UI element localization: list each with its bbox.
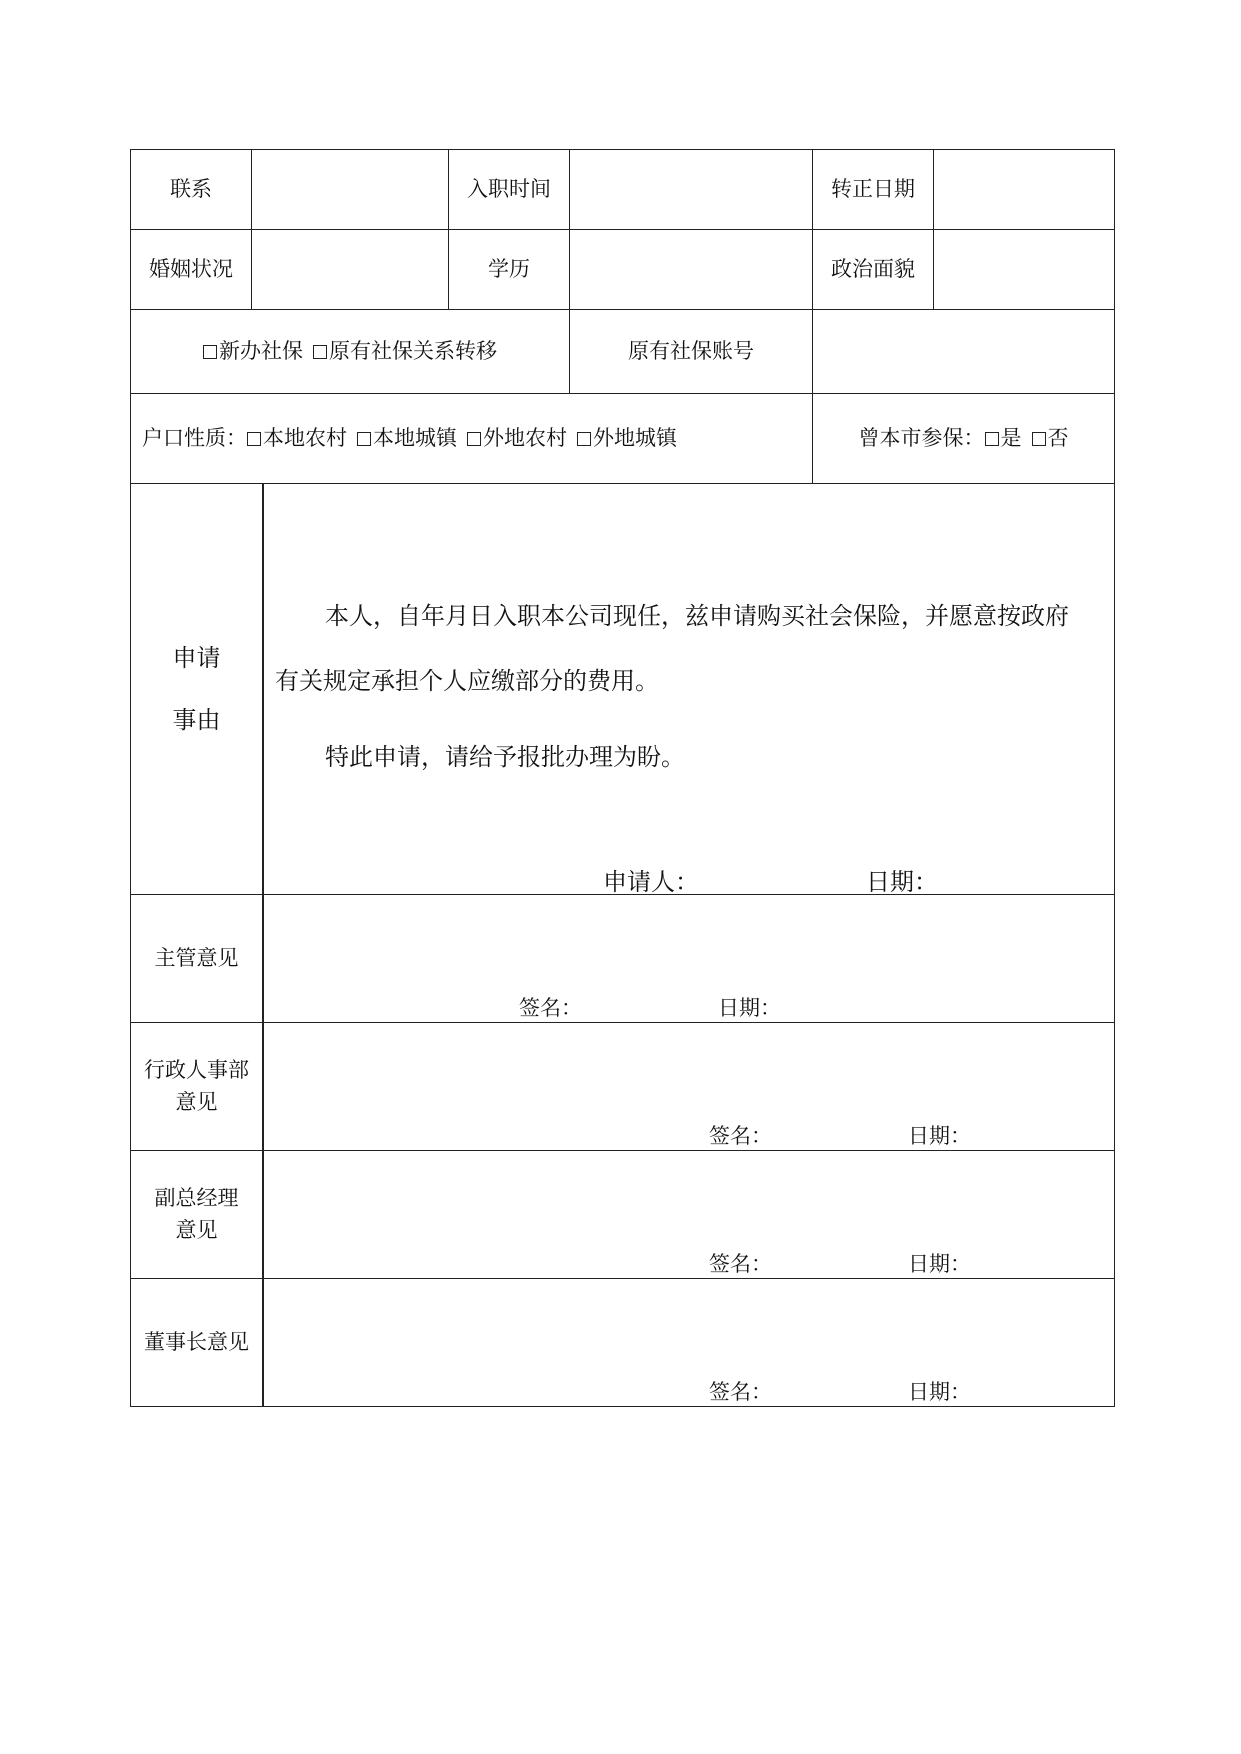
previously-insured-label: 曾本市参保： [858,425,985,450]
supervisor-sign-label: 签名： [519,996,582,1020]
insurance-account-label: 原有社保账号 [628,338,754,363]
marital-status-field[interactable] [252,230,448,309]
chairman-date-label: 日期： [908,1380,971,1404]
previously-insured-row [813,394,1114,483]
political-status-field[interactable] [934,230,1114,309]
row-divider [130,1150,1115,1151]
deputy-gm-sign-label: 签名： [709,1252,772,1276]
reason-paragraph-line-3: 特此申请，请给予报批办理为盼。 [325,743,685,771]
insurance-account-field[interactable] [813,310,1114,393]
new-insurance-option[interactable]: 新办社保 [203,336,303,368]
checkbox-icon[interactable] [203,345,217,359]
deputy-gm-opinion-label: 副总经理 意见 [154,1186,239,1242]
col-divider [262,483,264,1407]
checkbox-icon[interactable] [577,432,591,446]
checkbox-icon[interactable] [467,432,481,446]
reason-paragraph-line-2: 有关规定承担个人应缴部分的费用。 [275,667,659,695]
applicant-signature-label: 申请人： [603,868,699,896]
row-divider [130,1022,1115,1023]
hr-dept-opinion-label: 行政人事部 意见 [144,1058,249,1114]
reason-label: 申请 事由 [172,643,221,734]
political-status-label: 政治面貌 [831,256,915,281]
row-divider [130,483,1115,484]
checkbox-icon[interactable] [313,345,327,359]
insured-option-no[interactable]: 否 [1032,423,1069,455]
applicant-date-label: 日期： [866,868,938,896]
regular-date-field[interactable] [934,150,1114,229]
reason-paragraph-line-1: 本人，自年月日入职本公司现任，兹申请购买社会保险，并愿意按政府 [325,602,1069,630]
contact-label: 联系 [170,176,212,201]
hukou-type-label: 户口性质： [142,425,247,450]
hr-dept-sign-label: 签名： [709,1124,772,1148]
checkbox-icon[interactable] [1032,432,1046,446]
hr-dept-date-label: 日期： [908,1124,971,1148]
chairman-sign-label: 签名： [709,1380,772,1404]
hukou-option-nonlocal-rural[interactable]: 外地农村 [467,423,567,455]
supervisor-opinion-label: 主管意见 [154,945,239,970]
regular-date-label: 转正日期 [831,176,915,201]
checkbox-icon[interactable] [247,432,261,446]
insured-option-yes[interactable]: 是 [985,423,1022,455]
supervisor-date-label: 日期： [718,996,781,1020]
hukou-option-local-urban[interactable]: 本地城镇 [357,423,457,455]
hukou-type-row [131,394,812,483]
chairman-opinion-label: 董事长意见 [144,1329,249,1354]
hukou-option-local-rural[interactable]: 本地农村 [247,423,347,455]
education-field[interactable] [570,230,812,309]
deputy-gm-date-label: 日期： [908,1252,971,1276]
marital-status-label: 婚姻状况 [149,256,233,281]
transfer-insurance-option[interactable]: 原有社保关系转移 [313,336,497,368]
social-insurance-type-options [131,310,569,393]
contact-field[interactable] [252,150,448,229]
checkbox-icon[interactable] [985,432,999,446]
education-label: 学历 [488,256,530,281]
hire-date-field[interactable] [570,150,812,229]
row-divider [130,1278,1115,1279]
hukou-option-nonlocal-urban[interactable]: 外地城镇 [577,423,677,455]
checkbox-icon[interactable] [357,432,371,446]
hire-date-label: 入职时间 [467,176,551,201]
